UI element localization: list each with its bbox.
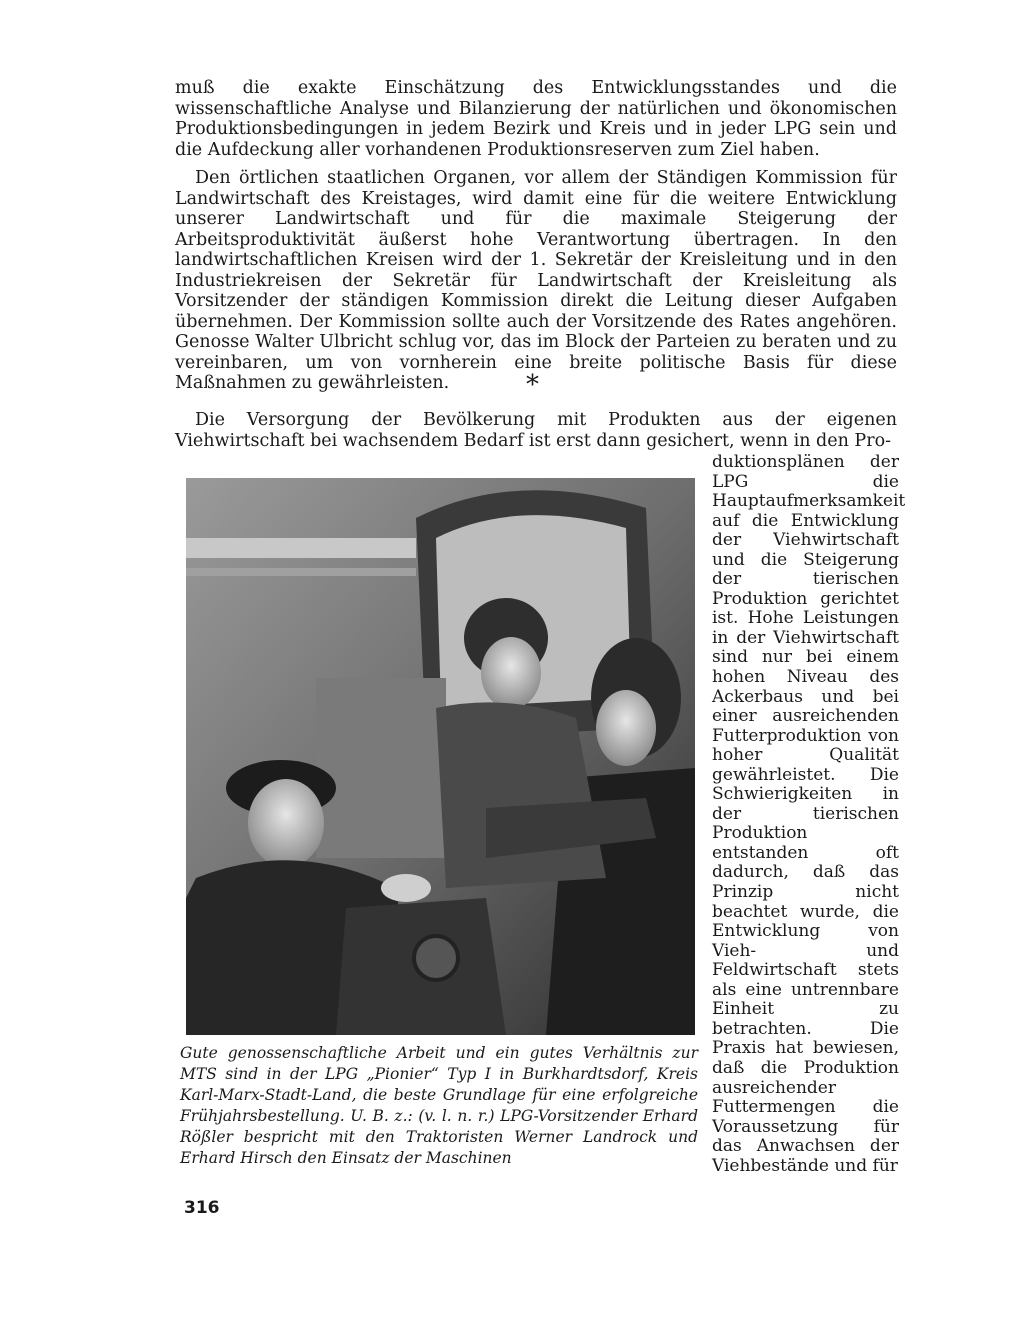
page-number: 316 <box>184 1198 220 1218</box>
photo-caption: Gute genossenschaftliche Arbeit und ein gutes Verhältnis zur MTS sind in der LPG „Pionier“ Typ I in Burkhardtsdorf, Kreis Karl-Marx-Stadt-Land, die beste Grundlage für eine erfolgreiche Frühjahrsbestellung. U. B. z.: (v. l. n. r.) LPG-Vorsitzender Erhard Rößler bespricht mit den Traktoristen Werner Landrock und Erhard Hirsch den Einsatz der Maschinen <box>180 1044 698 1167</box>
side-column-paragraph-1: duktionsplänen der LPG die Hauptaufmerksamkeit auf die Entwicklung der Viehwirtschaft und die Steigerung der tierischen Produktion gerichtet ist. Hohe Leistungen in der Viehwirtschaft sind nur bei einem hohen Niveau des Ackerbaus und bei einer ausreichenden Futterproduktion von hoher Qualität gewährleistet. <box>712 452 906 785</box>
photograph <box>186 478 695 1035</box>
section-separator: * <box>526 370 539 400</box>
paragraph-1: muß die exakte Einschätzung des Entwicklungsstandes und die wissenschaftliche Analyse und Bilanzierung der natürlichen und ökonomischen Produktionsbedingungen in jedem Bezirk und Kreis und in jeder LPG sein und die Aufdeckung aller vorhandenen Produktionsreserven zum Ziel haben. <box>175 78 897 160</box>
paragraph-2: Den örtlichen staatlichen Organen, vor allem der Ständigen Kommission für Landwirtschaft des Kreistages, wird damit eine für die weitere Entwicklung unserer Landwirtschaft und für die maximale Steigerung der Arbeitsproduktivität äußerst hohe Verantwortung übertragen. In den landwirtschaftlichen Kreisen wird der 1. Sekretär der Kreisleitung und in den Industriekreisen der Sekretär für Landwirtschaft der Kreisleitung als Vorsitzender der ständigen Kommission direkt die Leitung dieser Aufgaben übernehmen. Der Kommission sollte auch der Vorsitzende des Rates angehören. Genosse Walter Ulbricht schlug vor, das im Block der Parteien zu beraten und zu vereinbaren, um von vornherein eine breite politische Basis für diese Maßnahmen zu gewährleisten. <box>175 168 897 393</box>
side-column-paragraph-2: Die Schwierigkeiten in der tierischen Produktion entstanden oft dadurch, daß das Prinzip nicht beachtet wurde, die Entwicklung von Vieh- und Feldwirtschaft stets als eine untrennbare Einheit zu betrachten. Die Praxis hat bewiesen, daß die Produktion ausreichender Futtermengen die Voraussetzung für das Anwachsen der Viehbestände und für <box>712 764 899 1176</box>
side-column-text <box>712 452 906 1176</box>
photograph-illustration <box>186 478 695 1035</box>
paragraph-3: Die Versorgung der Bevölkerung mit Produkten aus der eigenen Viehwirtschaft bei wachsendem Bedarf ist erst dann gesichert, wenn in den Pro- <box>175 410 897 451</box>
